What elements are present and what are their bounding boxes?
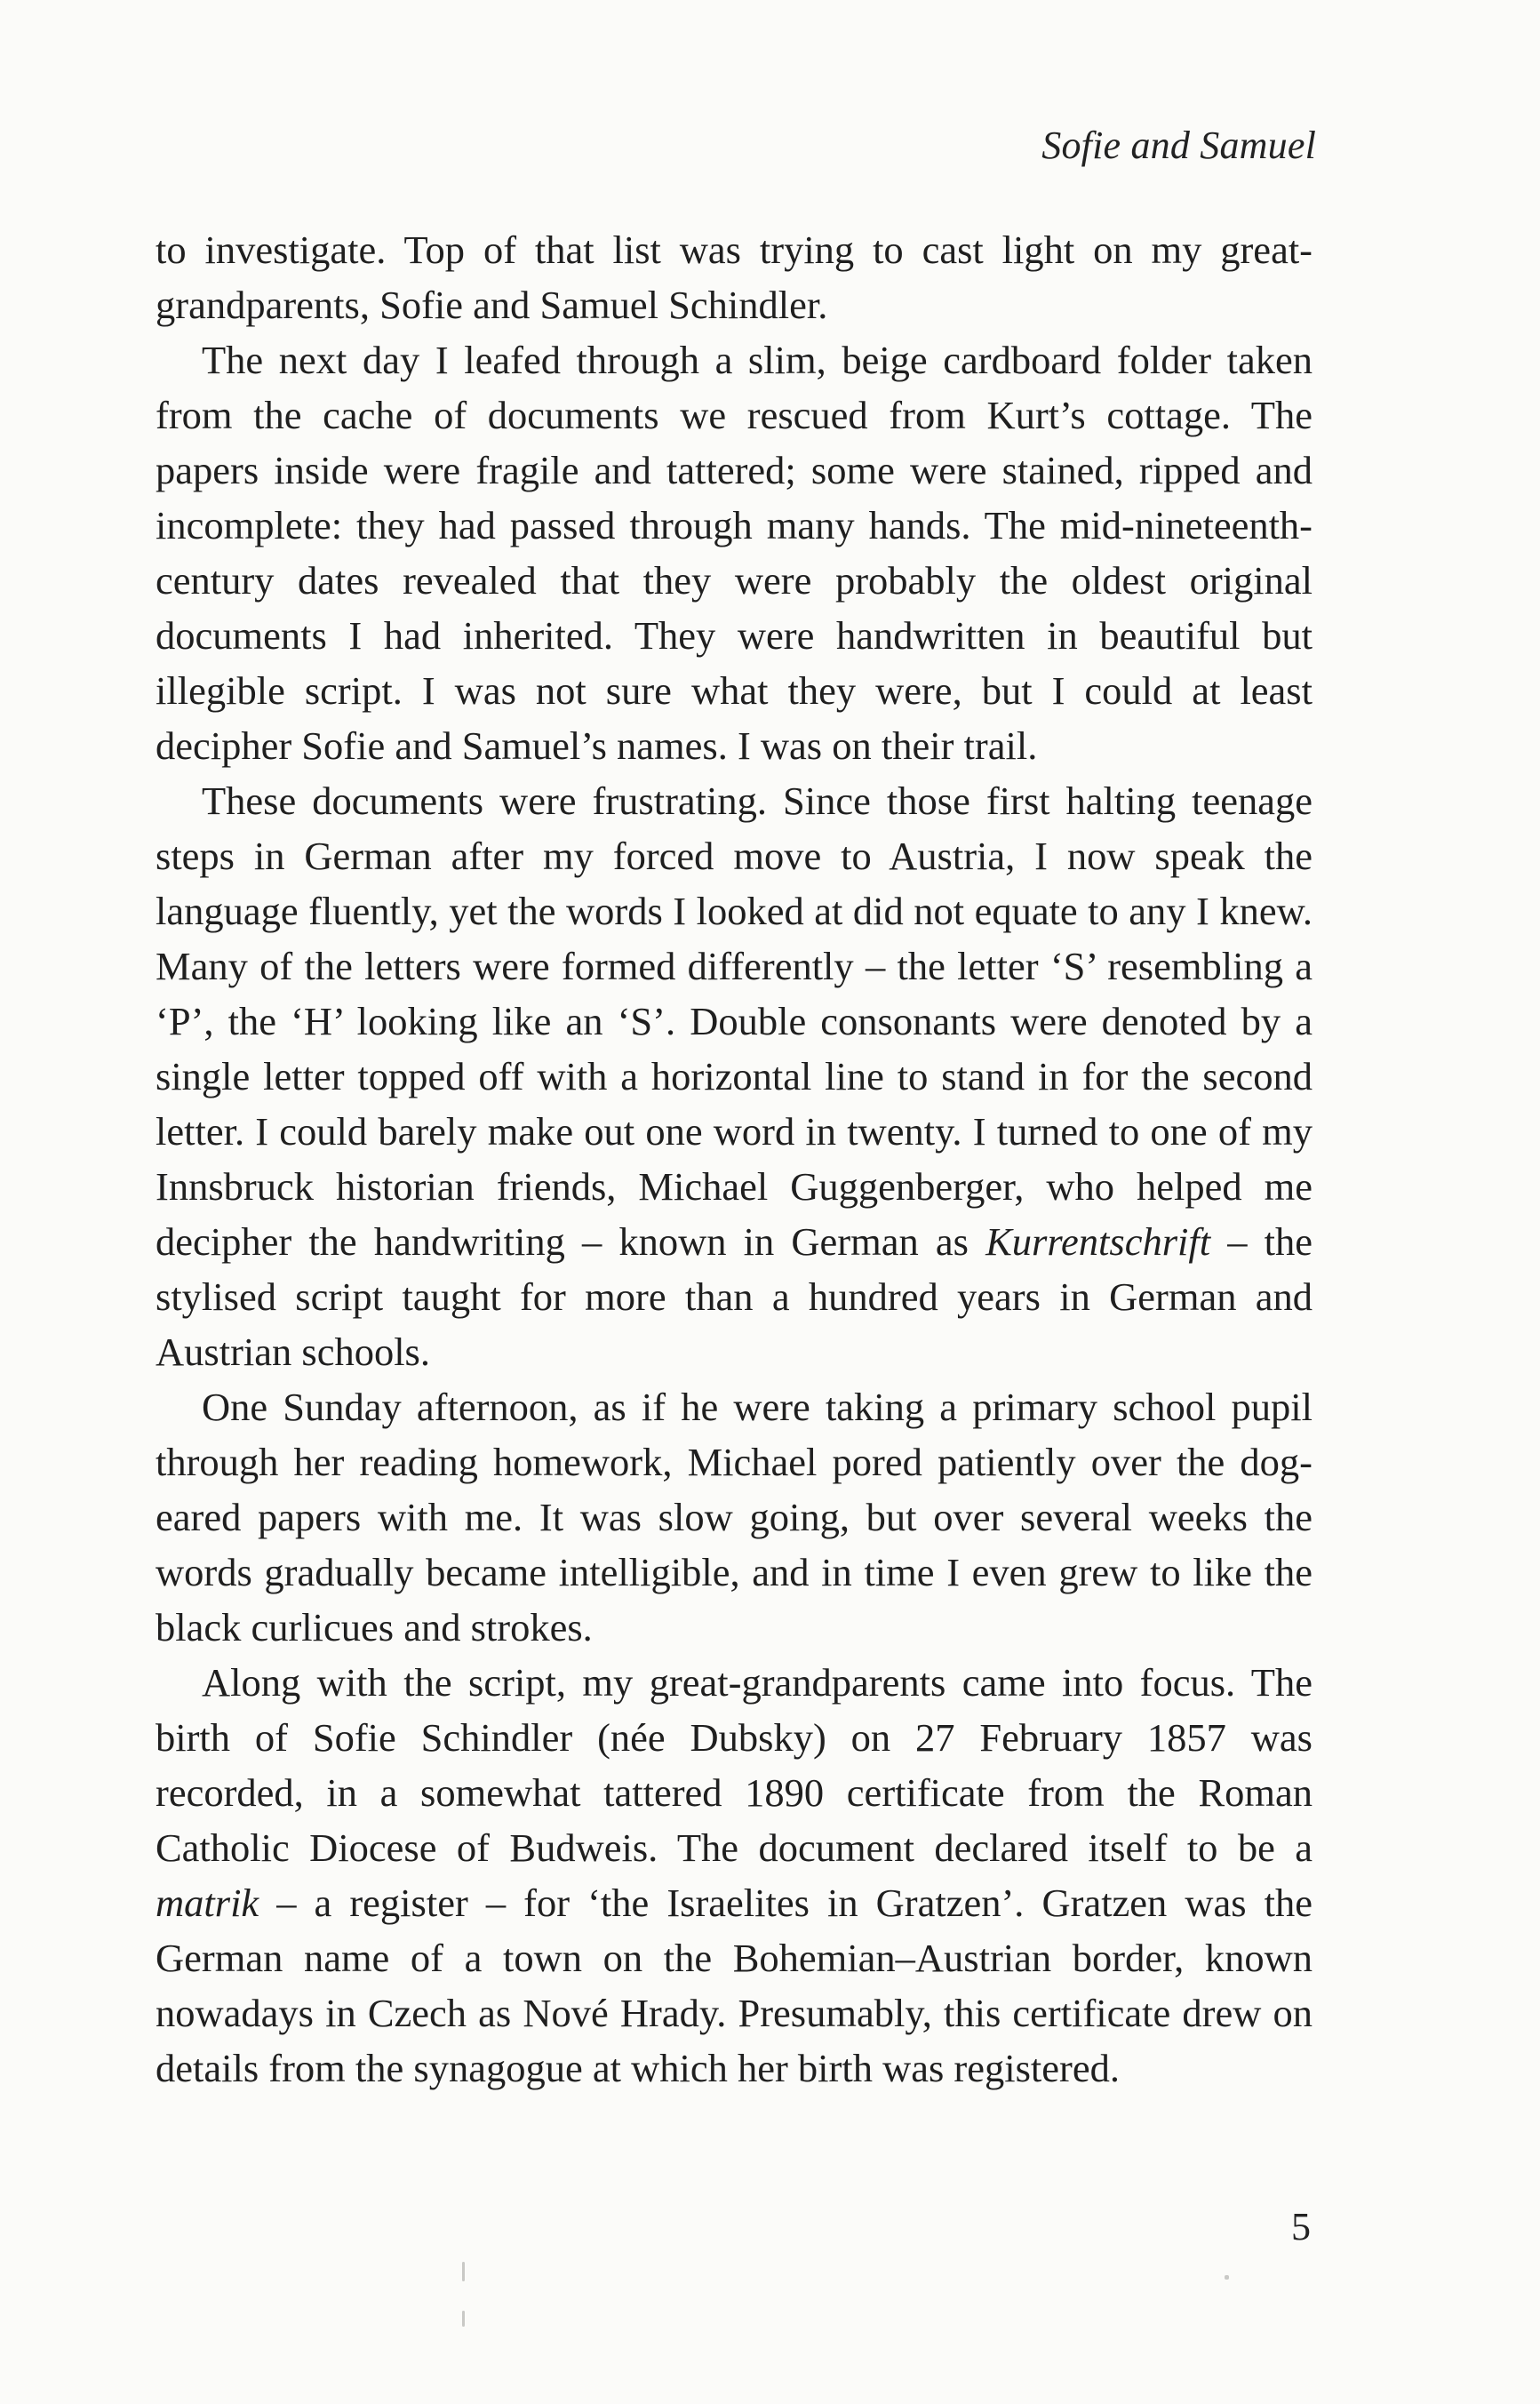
paragraph-5-text: Along with the script, my great-grandparents came into focus. The birth of Sofie Schindler (née Dubsky) on 27 February 1857 was recorded, in a somewhat tattered 1890 certificate from the Roman Catholic Diocese of Budweis. The document declared itself to be a (156, 1660, 1313, 1870)
paragraph-5 (156, 1655, 1313, 2096)
body-text (156, 222, 1313, 2096)
paragraph-2-text: The next day I leafed through a slim, beige cardboard folder taken from the cache of documents we rescued from Kurt’s cottage. The papers inside were fragile and tattered; some were stained, ripped and incomplete: they had passed through many hands. The mid-nineteenth-century dates revealed that they were probably the oldest original documents I had inherited. They were handwritten in beautiful but illegible script. I was not sure what they were, but I could at least decipher Sofie and Samuel’s names. I was on their trail. (156, 338, 1313, 768)
scan-speck (462, 2262, 465, 2281)
paragraph-3-text-after: – the stylised script taught for more than a hundred years in German and Austrian schools. (156, 1219, 1313, 1374)
paragraph-3-italic-term: Kurrentschrift (985, 1219, 1211, 1264)
paragraph-2 (156, 332, 1313, 773)
scan-speck (462, 2311, 465, 2327)
page-number: 5 (1291, 2205, 1311, 2248)
paragraph-1-text: to investigate. Top of that list was trying to cast light on my great-grandparents, Sofie and Samuel Schindler. (156, 228, 1313, 327)
paragraph-3-text: These documents were frustrating. Since those first halting teenage steps in German after my forced move to Austria, I now speak the language fluently, yet the words I looked at did not equate to any I knew. Many of the letters were formed differently – the letter ‘S’ resembling a ‘P’, the ‘H’ looking like an ‘S’. Double consonants were denoted by a single letter topped off with a horizontal line to stand in for the second letter. I could barely make out one word in twenty. I turned to one of my Innsbruck historian friends, Michael Guggenberger, who helped me decipher the handwriting – known in German as (156, 779, 1313, 1264)
paragraph-5-text-after: – a register – for ‘the Israelites in Gratzen’. Gratzen was the German name of a town on the Bohemian–Austrian border, known nowadays in Czech as Nové Hrady. Presumably, this certificate drew on details from the synagogue at which her birth was registered. (156, 1881, 1313, 2090)
scan-speck (1225, 2275, 1229, 2280)
paragraph-1 (156, 222, 1313, 332)
paragraph-5-italic-term: matrik (156, 1881, 259, 1925)
running-head-title: Sofie and Samuel (1041, 124, 1316, 167)
paragraph-3 (156, 773, 1313, 1379)
paragraph-4-text: One Sunday afternoon, as if he were taking a primary school pupil through her reading homework, Michael pored patiently over the dog-eared papers with me. It was slow going, but over several weeks the words gradually became intelligible, and in time I even grew to like the black curlicues and strokes. (156, 1385, 1313, 1649)
paragraph-4 (156, 1379, 1313, 1655)
